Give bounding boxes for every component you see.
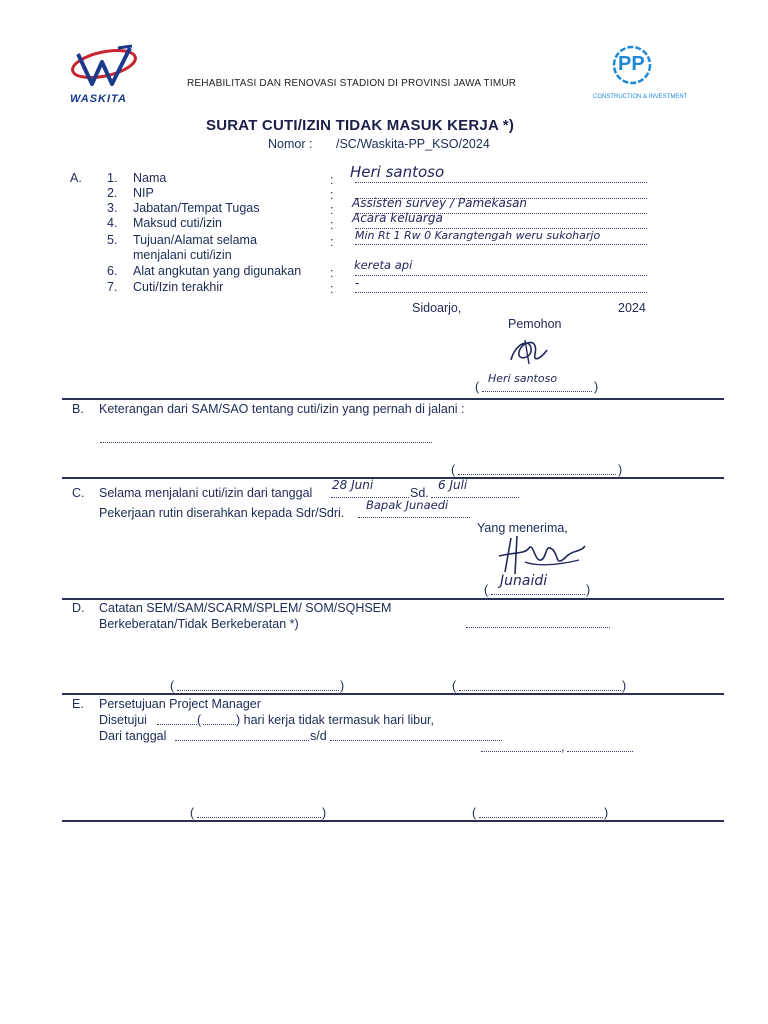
item-label-nip: NIP xyxy=(133,186,154,200)
divider-b-c xyxy=(62,477,724,479)
dari-tanggal-label: Dari tanggal xyxy=(99,729,167,743)
item-number: 3. xyxy=(107,201,118,215)
section-e-sign1-line xyxy=(197,817,321,818)
pemohon-label: Pemohon xyxy=(508,317,562,331)
divider-a-b xyxy=(62,398,724,400)
section-d-text2: Berkeberatan/Tidak Berkeberatan *) xyxy=(99,617,299,631)
section-b-text: Keterangan dari SAM/SAO tentang cuti/izin yang pernah di jalani : xyxy=(99,402,465,416)
pemohon-close-paren: ) xyxy=(594,380,599,394)
receiver-open-paren: ( xyxy=(484,583,489,597)
terakhir-field-line xyxy=(355,292,647,293)
page-title: SURAT CUTI/IZIN TIDAK MASUK KERJA *) xyxy=(206,117,515,134)
item-number: 4. xyxy=(107,216,118,230)
angkutan-field-line xyxy=(355,275,647,276)
section-c-text1: Selama menjalani cuti/izin dari tanggal xyxy=(99,486,313,500)
item-number: 5. xyxy=(107,233,118,247)
section-e-sign2-open-paren: ( xyxy=(472,806,477,820)
receiver-label: Yang menerima, xyxy=(477,521,568,535)
hari-kerja-text: ) hari kerja tidak termasuk hari libur, xyxy=(236,713,434,727)
place-date-comma: , xyxy=(561,740,565,754)
section-e-sign1-open-paren: ( xyxy=(190,806,195,820)
item-colon: : xyxy=(330,235,334,249)
sampai-tanggal-line xyxy=(330,740,502,741)
section-b-open-paren: ( xyxy=(451,463,456,477)
receiver-sign-line xyxy=(491,594,585,595)
divider-c-d xyxy=(62,598,724,600)
item-label-tujuan-line2: menjalani cuti/izin xyxy=(133,248,232,262)
tujuan-field-line xyxy=(355,244,647,245)
section-d-sign1-line xyxy=(177,690,339,691)
divider-bottom xyxy=(62,820,724,822)
nama-field-line xyxy=(355,182,647,183)
pemohon-name: Heri santoso xyxy=(488,372,558,385)
pp-logo-text: PP xyxy=(618,53,645,75)
item-label-tujuan: Tujuan/Alamat selama xyxy=(133,233,257,247)
section-c-letter: C. xyxy=(72,486,85,500)
item-colon: : xyxy=(330,203,334,217)
waskita-logo-icon xyxy=(70,44,150,96)
item-number: 2. xyxy=(107,186,118,200)
terakhir-value: - xyxy=(355,276,360,290)
section-e-sign1-close-paren: ) xyxy=(322,806,327,820)
section-b-sign-line xyxy=(458,474,616,475)
item-number: 6. xyxy=(107,264,118,278)
section-e-letter: E. xyxy=(72,697,84,711)
delegate-value: Bapak Junaedi xyxy=(366,498,449,512)
delegate-line xyxy=(358,517,470,518)
receiver-name: Junaidi xyxy=(500,573,548,589)
section-b-letter: B. xyxy=(72,402,84,416)
nomor-label: Nomor : xyxy=(268,137,313,151)
place-label: Sidoarjo, xyxy=(412,301,462,315)
place-date-line-1 xyxy=(481,751,561,752)
item-colon: : xyxy=(330,173,334,187)
item-number: 1. xyxy=(107,171,118,185)
jabatan-value: Assisten survey / Pamekasan xyxy=(352,196,528,210)
divider-d-e xyxy=(62,693,724,695)
year-label: 2024 xyxy=(618,301,646,315)
item-colon: : xyxy=(330,188,334,202)
section-d-sign2-open-paren: ( xyxy=(452,679,457,693)
dari-tanggal-line xyxy=(175,740,309,741)
section-d-sign1-open-paren: ( xyxy=(170,679,175,693)
pemohon-signature xyxy=(505,334,551,368)
place-date-line-2 xyxy=(567,751,633,752)
hari-kerja-line xyxy=(203,724,236,725)
section-b-close-paren: ) xyxy=(618,463,623,477)
item-label-angkutan: Alat angkutan yang digunakan xyxy=(133,264,302,278)
date-to-value: 6 Juli xyxy=(438,478,468,492)
pp-logo-subtext: CONSTRUCTION & INVESTMENT xyxy=(593,94,688,100)
section-d-sign1-close-paren: ) xyxy=(340,679,345,693)
section-a-letter: A. xyxy=(70,171,82,185)
section-e-sign2-line xyxy=(479,817,603,818)
disetujui-open-paren: ( xyxy=(197,713,202,727)
item-label-terakhir: Cuti/Izin terakhir xyxy=(133,280,224,294)
section-c-text2: Pekerjaan rutin diserahkan kepada Sdr/Sdri. xyxy=(99,506,345,520)
item-label-maksud: Maksud cuti/izin xyxy=(133,216,222,230)
section-b-field-line xyxy=(100,442,432,443)
section-d-sign2-line xyxy=(459,690,621,691)
section-d-sign2-close-paren: ) xyxy=(622,679,627,693)
angkutan-value: kereta api xyxy=(354,258,413,272)
project-title: REHABILITASI DAN RENOVASI STADION DI PROVINSI JAWA TIMUR xyxy=(187,78,517,89)
pemohon-sign-line xyxy=(482,391,592,392)
section-d-letter: D. xyxy=(72,601,85,615)
item-colon: : xyxy=(330,266,334,280)
section-e-text1: Persetujuan Project Manager xyxy=(99,697,261,711)
sd-label-e: s/d xyxy=(310,729,327,743)
waskita-logo-text: WASKITA xyxy=(70,93,127,105)
receiver-close-paren: ) xyxy=(586,583,591,597)
sd-label: Sd. xyxy=(410,486,429,500)
nomor-value: /SC/Waskita-PP_KSO/2024 xyxy=(336,137,490,151)
date-from-value: 28 Juni xyxy=(332,478,374,492)
item-number: 7. xyxy=(107,280,118,294)
tujuan-value: Min Rt 1 Rw 0 Karangtengah weru sukoharjo xyxy=(355,229,601,242)
pemohon-open-paren: ( xyxy=(475,380,480,394)
section-d-note-line xyxy=(466,627,610,628)
disetujui-line xyxy=(157,724,197,725)
maksud-value: Acara keluarga xyxy=(352,211,443,225)
disetujui-label: Disetujui xyxy=(99,713,147,727)
section-d-text1: Catatan SEM/SAM/SCARM/SPLEM/ SOM/SQHSEM xyxy=(99,601,392,615)
item-colon: : xyxy=(330,218,334,232)
nama-value: Heri santoso xyxy=(350,163,445,181)
item-label-nama: Nama xyxy=(133,171,167,185)
item-label-jabatan: Jabatan/Tempat Tugas xyxy=(133,201,260,215)
section-e-sign2-close-paren: ) xyxy=(604,806,609,820)
item-colon: : xyxy=(330,282,334,296)
